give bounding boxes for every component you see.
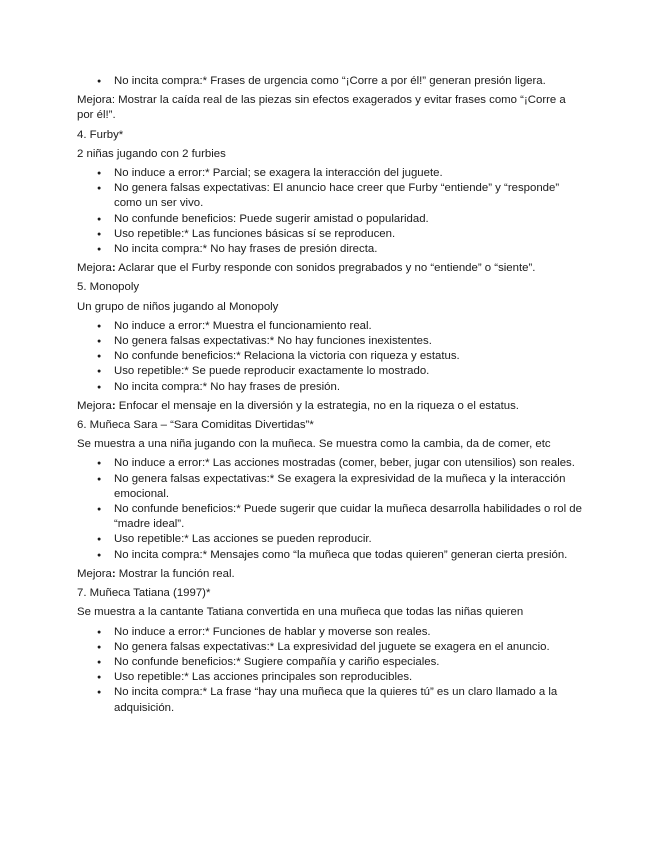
mejora-paragraph [77, 399, 582, 414]
list-item: ● No induce a error:* Parcial; se exagera la interacción del juguete. [77, 166, 582, 181]
section-heading-sara: 6. Muñeca Sara – “Sara Comiditas Divertidas”* [77, 419, 314, 432]
top-bullet-list [77, 74, 582, 89]
colon: : [111, 567, 116, 580]
mejora-text: Mostrar la función real. [115, 567, 235, 580]
list-item: ● No incita compra:* Mensajes como “la muñeca que todas quieren” generan cierta presión. [77, 548, 582, 563]
colon: : [111, 262, 116, 275]
mejora-paragraph [77, 567, 582, 582]
list-item: ● Uso repetible:* Las acciones principales son reproducibles. [77, 670, 582, 685]
mejora-label: Mejora [77, 567, 112, 580]
list-item: ● No genera falsas expectativas:* No hay funciones inexistentes. [77, 334, 582, 349]
criteria-list [77, 166, 582, 257]
section-description: Se muestra a la cantante Tatiana convertida en una muñeca que todas las niñas quieren [77, 606, 524, 619]
list-item: ● Uso repetible:* Las acciones se pueden reproducir. [77, 532, 582, 547]
criteria-list [77, 625, 582, 716]
list-item: ● No incita compra:* Frases de urgencia como “¡Corre a por él!” generan presión ligera. [77, 74, 582, 89]
section-description: Un grupo de niños jugando al Monopoly [77, 300, 279, 313]
list-item: ● No confunde beneficios:* Sugiere compañía y cariño especiales. [77, 655, 582, 670]
list-item: ● No induce a error:* Funciones de hablar y moverse son reales. [77, 625, 582, 640]
list-item: ● No incita compra:* No hay frases de presión directa. [77, 242, 582, 257]
section-heading-monopoly: 5. Monopoly [77, 281, 140, 294]
section-description: Se muestra a una niña jugando con la muñeca. Se muestra como la cambia, da de comer, etc [77, 438, 551, 451]
list-item: ● No genera falsas expectativas:* La expresividad del juguete se exagera en el anuncio. [77, 640, 582, 655]
mejora-text: Enfocar el mensaje en la diversión y la estrategia, no en la riqueza o el estatus. [115, 399, 519, 412]
criteria-list [77, 456, 582, 562]
section-heading-furby: 4. Furby* [77, 128, 124, 141]
list-item: ● No genera falsas expectativas: El anuncio hace creer que Furby “entiende” y “responde” como un ser vivo. [77, 181, 582, 211]
document-body [77, 74, 582, 720]
section-description: 2 niñas jugando con 2 furbies [77, 147, 226, 160]
list-item: ● No incita compra:* No hay frases de presión. [77, 380, 582, 395]
mejora-paragraph [77, 261, 582, 276]
criteria-list [77, 319, 582, 395]
section-heading-tatiana: 7. Muñeca Tatiana (1997)* [77, 587, 211, 600]
list-item: ● Uso repetible:* Las funciones básicas sí se reproducen. [77, 227, 582, 242]
top-mejora: Mejora: Mostrar la caída real de las piezas sin efectos exagerados y evitar frases como “¡Corre a por él!”. [77, 94, 566, 122]
list-item: ● No confunde beneficios:* Relaciona la victoria con riqueza y estatus. [77, 349, 582, 364]
mejora-text: Aclarar que el Furby responde con sonidos pregrabados y no “entiende” o “siente”. [115, 262, 536, 275]
colon: : [111, 399, 116, 412]
list-item: ● No incita compra:* La frase “hay una muñeca que la quieres tú” es un claro llamado a la adquisición. [77, 685, 582, 715]
mejora-label: Mejora [77, 262, 112, 275]
list-item: ● Uso repetible:* Se puede reproducir exactamente lo mostrado. [77, 364, 582, 379]
list-item: ● No genera falsas expectativas:* Se exagera la expresividad de la muñeca y la interacción emocional. [77, 472, 582, 502]
list-item: ● No induce a error:* Las acciones mostradas (comer, beber, jugar con utensilios) son reales. [77, 456, 582, 471]
list-item: ● No confunde beneficios: Puede sugerir amistad o popularidad. [77, 212, 582, 227]
list-item: ● No induce a error:* Muestra el funcionamiento real. [77, 319, 582, 334]
list-item: ● No confunde beneficios:* Puede sugerir que cuidar la muñeca desarrolla habilidades o rol de “madre ideal”. [77, 502, 582, 532]
mejora-label: Mejora [77, 399, 112, 412]
